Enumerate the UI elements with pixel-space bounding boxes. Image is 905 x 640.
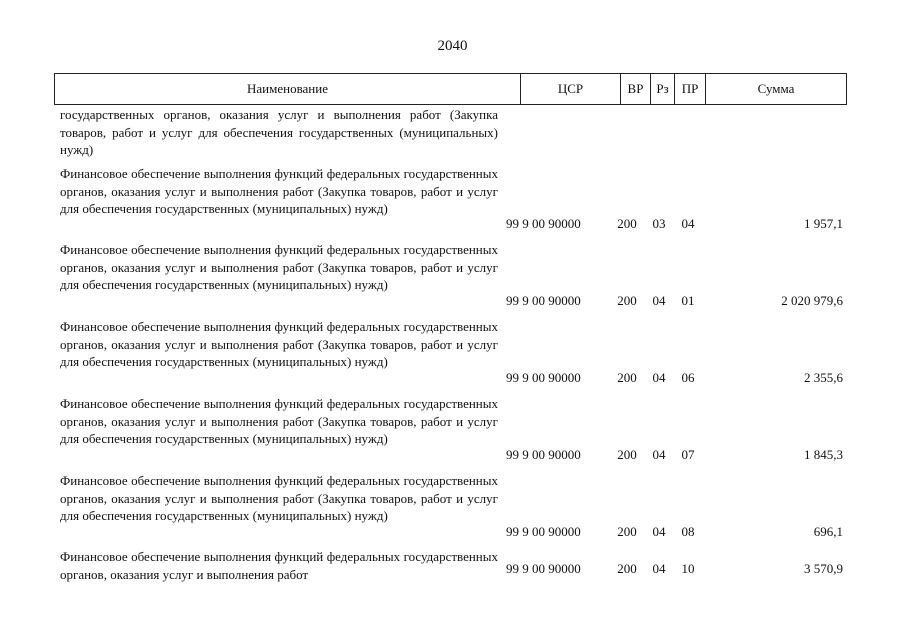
row-name: Финансовое обеспечение выполнения функций федеральных государственных органов, оказания услуг и выполнения работ (Закупка товаров, работ и услуг для обеспечения государственных (муниципальных) нужд) bbox=[60, 242, 498, 292]
row-name: государственных органов, оказания услуг и выполнения работ (Закупка товаров, работ и услуг для обеспечения государственных (муниципальных) нужд) bbox=[60, 107, 498, 157]
table-header bbox=[54, 73, 847, 105]
header-pr: ПР bbox=[674, 74, 705, 104]
header-csr: ЦСР bbox=[520, 74, 620, 104]
row-rz: 03 bbox=[652, 216, 666, 231]
row-vr: 200 bbox=[617, 293, 637, 308]
row-vr: 200 bbox=[617, 370, 637, 385]
row-rz: 04 bbox=[652, 293, 666, 308]
row-vr: 200 bbox=[617, 561, 637, 576]
row-pr: 06 bbox=[681, 370, 695, 385]
row-vr: 200 bbox=[617, 447, 637, 462]
row-vr: 200 bbox=[617, 524, 637, 539]
row-csr: 99 9 00 90000 bbox=[506, 447, 581, 462]
row-rz: 04 bbox=[652, 561, 666, 576]
row-sum: 2 020 979,6 bbox=[781, 293, 843, 308]
row-vr: 200 bbox=[617, 216, 637, 231]
row-name: Финансовое обеспечение выполнения функций федеральных государственных органов, оказания услуг и выполнения работ (Закупка товаров, работ и услуг для обеспечения государственных (муниципальных) нужд) bbox=[60, 319, 498, 369]
header-vr: ВР bbox=[620, 74, 650, 104]
page-number: 2040 bbox=[437, 38, 468, 54]
row-csr: 99 9 00 90000 bbox=[506, 561, 581, 576]
row-name: Финансовое обеспечение выполнения функций федеральных государственных органов, оказания услуг и выполнения работ (Закупка товаров, работ и услуг для обеспечения государственных (муниципальных) нужд) bbox=[60, 166, 498, 216]
row-rz: 04 bbox=[652, 524, 666, 539]
row-sum: 1 957,1 bbox=[804, 216, 843, 231]
row-csr: 99 9 00 90000 bbox=[506, 216, 581, 231]
row-sum: 3 570,9 bbox=[804, 561, 843, 576]
row-pr: 07 bbox=[681, 447, 695, 462]
row-pr: 01 bbox=[681, 293, 695, 308]
row-sum: 696,1 bbox=[813, 524, 843, 539]
row-csr: 99 9 00 90000 bbox=[506, 293, 581, 308]
row-rz: 04 bbox=[652, 370, 666, 385]
row-pr: 04 bbox=[681, 216, 695, 231]
row-csr: 99 9 00 90000 bbox=[506, 370, 581, 385]
row-name: Финансовое обеспечение выполнения функций федеральных государственных органов, оказания услуг и выполнения работ (Закупка товаров, работ и услуг для обеспечения государственных (муниципальных) нужд) bbox=[60, 473, 498, 523]
row-name: Финансовое обеспечение выполнения функций федеральных государственных органов, оказания услуг и выполнения работ (Закупка товаров, работ и услуг для обеспечения государственных (муниципальных) нужд) bbox=[60, 396, 498, 446]
row-rz: 04 bbox=[652, 447, 666, 462]
row-csr: 99 9 00 90000 bbox=[506, 524, 581, 539]
row-pr: 08 bbox=[681, 524, 695, 539]
header-rz: Рз bbox=[650, 74, 674, 104]
row-pr: 10 bbox=[681, 561, 695, 576]
header-sum: Сумма bbox=[705, 74, 846, 104]
row-sum: 2 355,6 bbox=[804, 370, 843, 385]
row-name: Финансовое обеспечение выполнения функций федеральных государственных органов, оказания услуг и выполнения работ bbox=[60, 549, 498, 582]
row-sum: 1 845,3 bbox=[804, 447, 843, 462]
header-name: Наименование bbox=[247, 81, 328, 96]
